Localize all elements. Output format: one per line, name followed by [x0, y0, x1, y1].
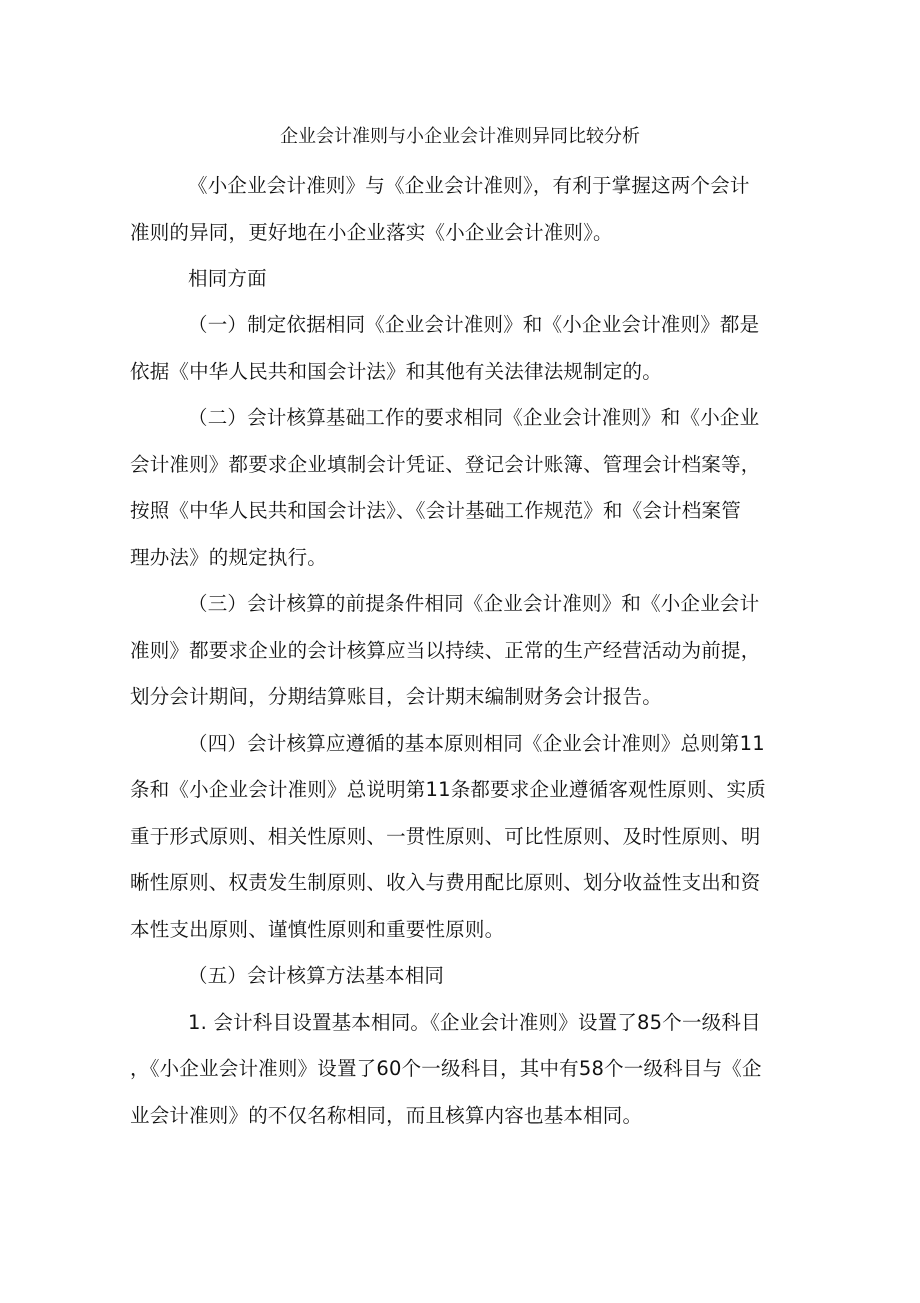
paragraph-line: 依据《中华人民共和国会计法》和其他有关法律法规制定的。	[130, 360, 662, 383]
paragraph-line: 业会计准则》的不仅名称相同，而且核算内容也基本相同。	[130, 1104, 643, 1127]
paragraph-line: （四）会计核算应遵循的基本原则相同《企业会计准则》总则第11	[188, 732, 765, 755]
paragraph-line: 晰性原则、权责发生制原则、收入与费用配比原则、划分收益性支出和资	[130, 871, 761, 894]
section-heading: 相同方面	[188, 267, 267, 290]
paragraph-line: 重于形式原则、相关性原则、一贯性原则、可比性原则、及时性原则、明	[130, 825, 761, 848]
paragraph-line: （三）会计核算的前提条件相同《企业会计准则》和《小企业会计	[188, 592, 760, 615]
document-title: 企业会计准则与小企业会计准则异同比较分析	[280, 126, 640, 147]
paragraph-line: 会计准则》都要求企业填制会计凭证、登记会计账簿、管理会计档案等，	[130, 453, 761, 476]
paragraph-line: 准则》都要求企业的会计核算应当以持续、正常的生产经营活动为前提，	[130, 639, 761, 662]
paragraph-line: 本性支出原则、谨慎性原则和重要性原则。	[130, 918, 505, 941]
paragraph-line: 1. 会计科目设置基本相同。《企业会计准则》设置了85个一级科目	[188, 1011, 761, 1034]
paragraph-line: （一）制定依据相同《企业会计准则》和《小企业会计准则》都是	[188, 313, 760, 336]
paragraph-line: 条和《小企业会计准则》总说明第11条都要求企业遵循客观性原则、实质	[130, 778, 766, 801]
paragraph-line: 理办法》的规定执行。	[130, 546, 328, 569]
paragraph-line: 按照《中华人民共和国会计法》、《会计基础工作规范》和《会计档案管	[130, 499, 741, 522]
paragraph-line: 准则的异同，更好地在小企业落实《小企业会计准则》。	[130, 221, 613, 244]
paragraph-line: ，《小企业会计准则》设置了60个一级科目，其中有58个一级科目与《企	[130, 1057, 762, 1080]
section-heading: （五）会计核算方法基本相同	[188, 964, 445, 987]
paragraph-line: 划分会计期间，分期结算账目，会计期末编制财务会计报告。	[130, 685, 662, 708]
paragraph-line: （二）会计核算基础工作的要求相同《企业会计准则》和《小企业	[188, 406, 760, 429]
paragraph-line: 《小企业会计准则》与《企业会计准则》，有利于掌握这两个会计	[188, 174, 750, 197]
